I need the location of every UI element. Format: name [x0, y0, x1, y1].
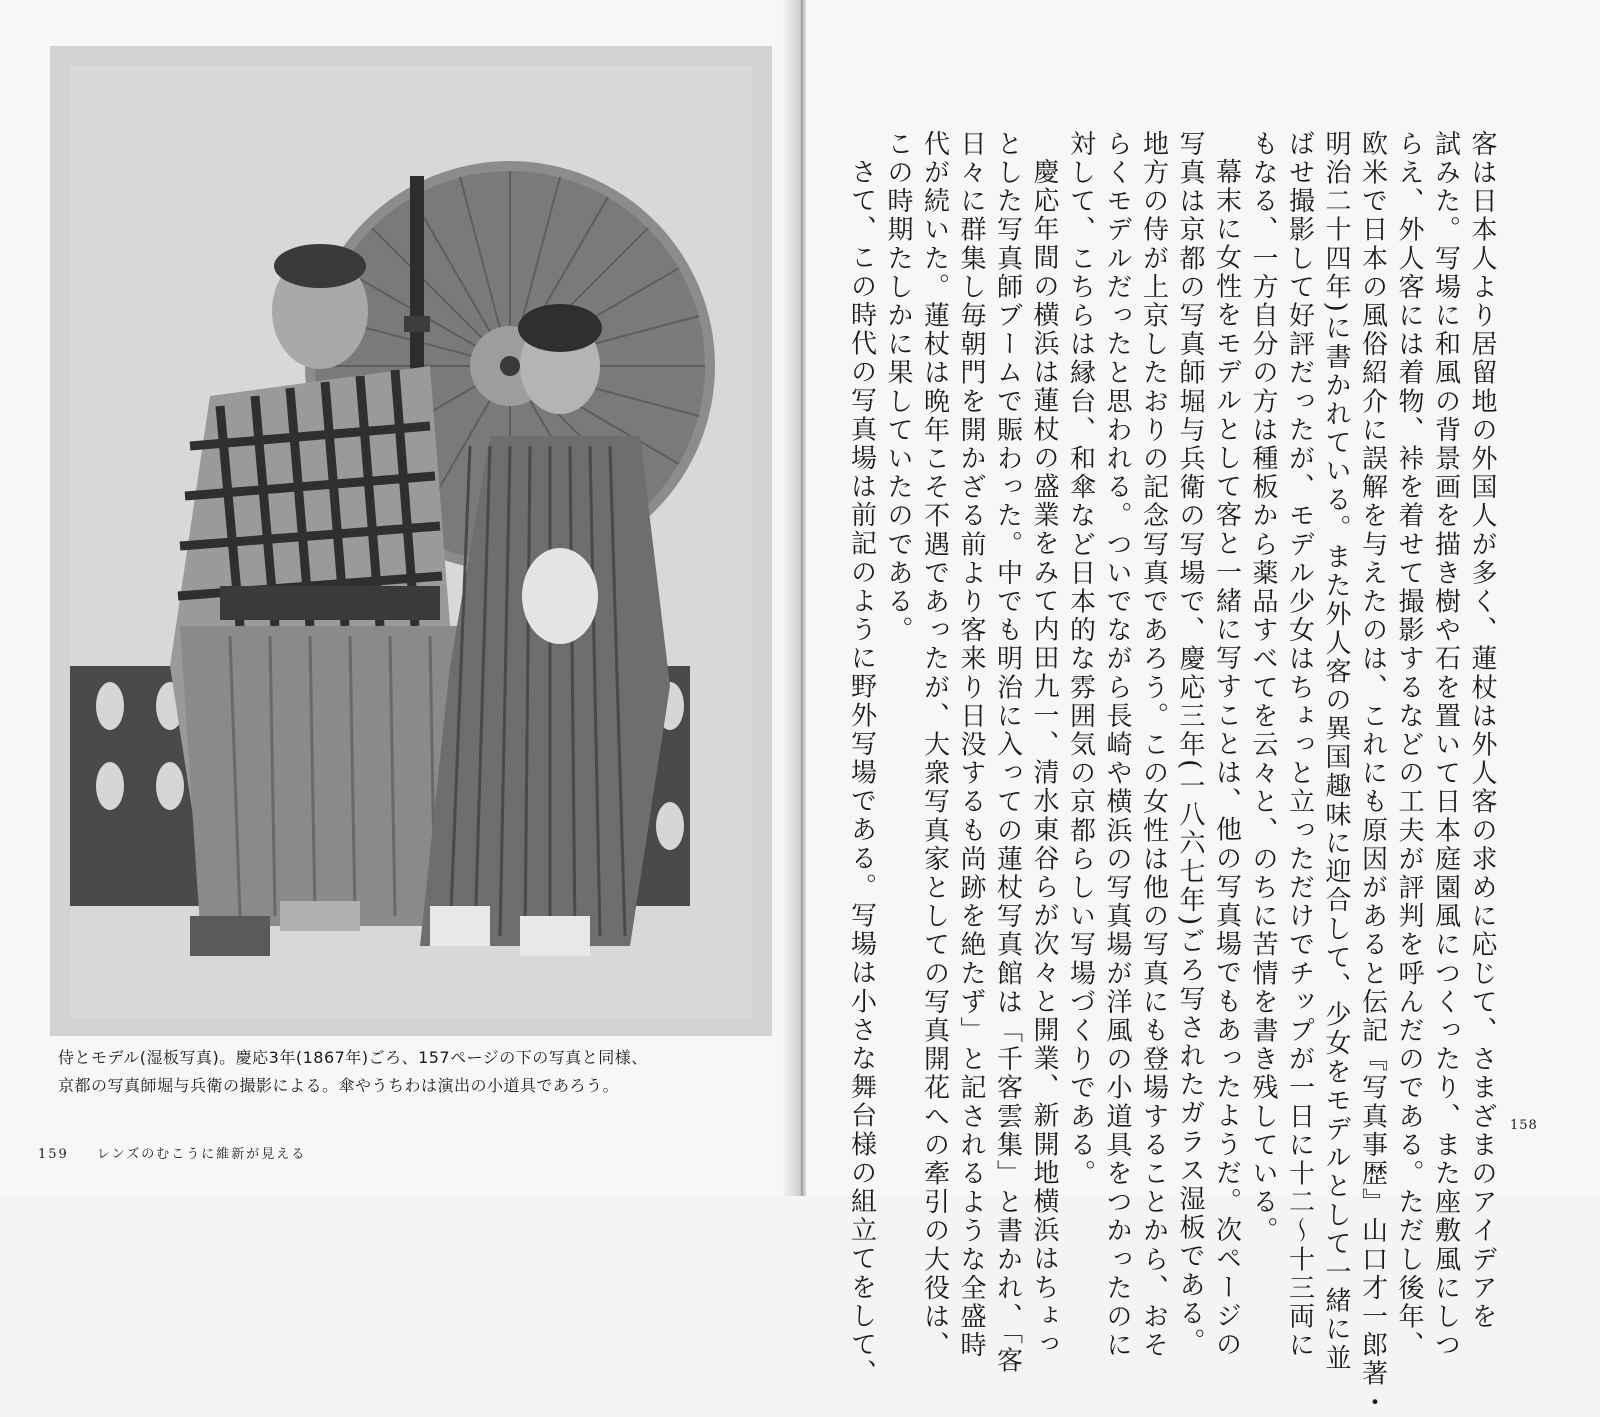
page-number-left: 159	[38, 1147, 69, 1162]
text-column: この時期たしかに果していたのである。	[883, 130, 913, 645]
text-column: らえ、外人客には着物、裃を着せて撮影するなどの工夫が評判を呼んだのである。ただし後年、	[1394, 130, 1424, 1360]
text-column: 欧米で日本の風俗紹介に誤解を与えたのは、これにも原因があると伝記『写真事歴』山口才一郎著・	[1357, 130, 1388, 1417]
samurai-and-model-photo	[70, 66, 752, 1018]
running-head: レンズのむこうに維新が見える	[96, 1147, 307, 1162]
text-column: 対して、こちらは縁台、和傘など日本的な雰囲気の京都らしい写場づくりである。	[1065, 130, 1096, 1189]
fan-icon	[522, 548, 598, 644]
text-column: 試みた。写場に和風の背景画を描き樹や石を置いて日本庭園風につくったり、また座敷風にしつ	[1430, 130, 1461, 1360]
text-column: さて、この時代の写真場は前記のように野外写場である。写場は小さな舞台様の組立てをして、	[846, 158, 877, 1388]
text-column: 明治二十四年)に書かれている。また外人客の異国趣味に迎合して、少女をモデルとして一緒に並	[1321, 130, 1351, 1373]
text-column: 客は日本人より居留地の外国人が多く、蓮杖は外人客の求めに応じて、さまざまのアイデアを	[1467, 130, 1497, 1332]
text-column: 幕末に女性をモデルとして客と一緒に写すことは、他の写真場でもあったようだ。次ページの	[1211, 158, 1242, 1360]
text-column: もなる、一方自分の方は種板から薬品すべてを云々と、のちに苦情を書き残している。	[1248, 130, 1278, 1246]
text-column: らくモデルだったと思われる。ついでながら長崎や横浜の写真場が洋風の小道具をつかったのに	[1102, 130, 1132, 1360]
text-column: 写真は京都の写真師堀与兵衛の写場で、慶応三年(一八六七年)ごろ写されたガラス湿板である。	[1175, 130, 1205, 1357]
text-column: とした写真師ブームで賑わった。中でも明治に入っての蓮杖写真館は「千客雲集」と書かれ、「客	[992, 130, 1023, 1376]
photo-illustration	[70, 66, 752, 1018]
photo-frame	[50, 46, 772, 1036]
text-column: ばせ撮影して好評だったが、モデル少女はちょっと立っただけでチップが一日に十二〜十三両に	[1284, 130, 1315, 1360]
text-column: 代が続いた。蓮杖は晩年こそ不遇であったが、大衆写真家としての写真開花への牽引の大役は、	[919, 130, 950, 1360]
vertical-body-text	[846, 130, 1500, 1417]
page-number-right: 158	[1510, 1118, 1538, 1133]
caption-line: 京都の写真師堀与兵衛の撮影による。傘やうちわは演出の小道具であろう。	[58, 1076, 620, 1095]
left-page	[0, 0, 796, 1196]
text-column: 日々に群集し毎朝門を開かざる前より客来り日没するも尚跡を絶たず」と記されるような全盛時	[956, 130, 986, 1360]
text-column: 慶応年間の横浜は蓮杖の盛業をみて内田九一、清水東谷らが次々と開業、新開地横浜はちょっ	[1029, 158, 1059, 1360]
photo-caption	[58, 1044, 778, 1100]
text-column: 地方の侍が上京したおりの記念写真であろう。この女性は他の写真にも登場することから、おそ	[1138, 130, 1169, 1360]
left-footer	[38, 1143, 306, 1162]
caption-line: 侍とモデル(湿板写真)。慶応3年(1867年)ごろ、157ページの下の写真と同様、	[58, 1048, 648, 1067]
